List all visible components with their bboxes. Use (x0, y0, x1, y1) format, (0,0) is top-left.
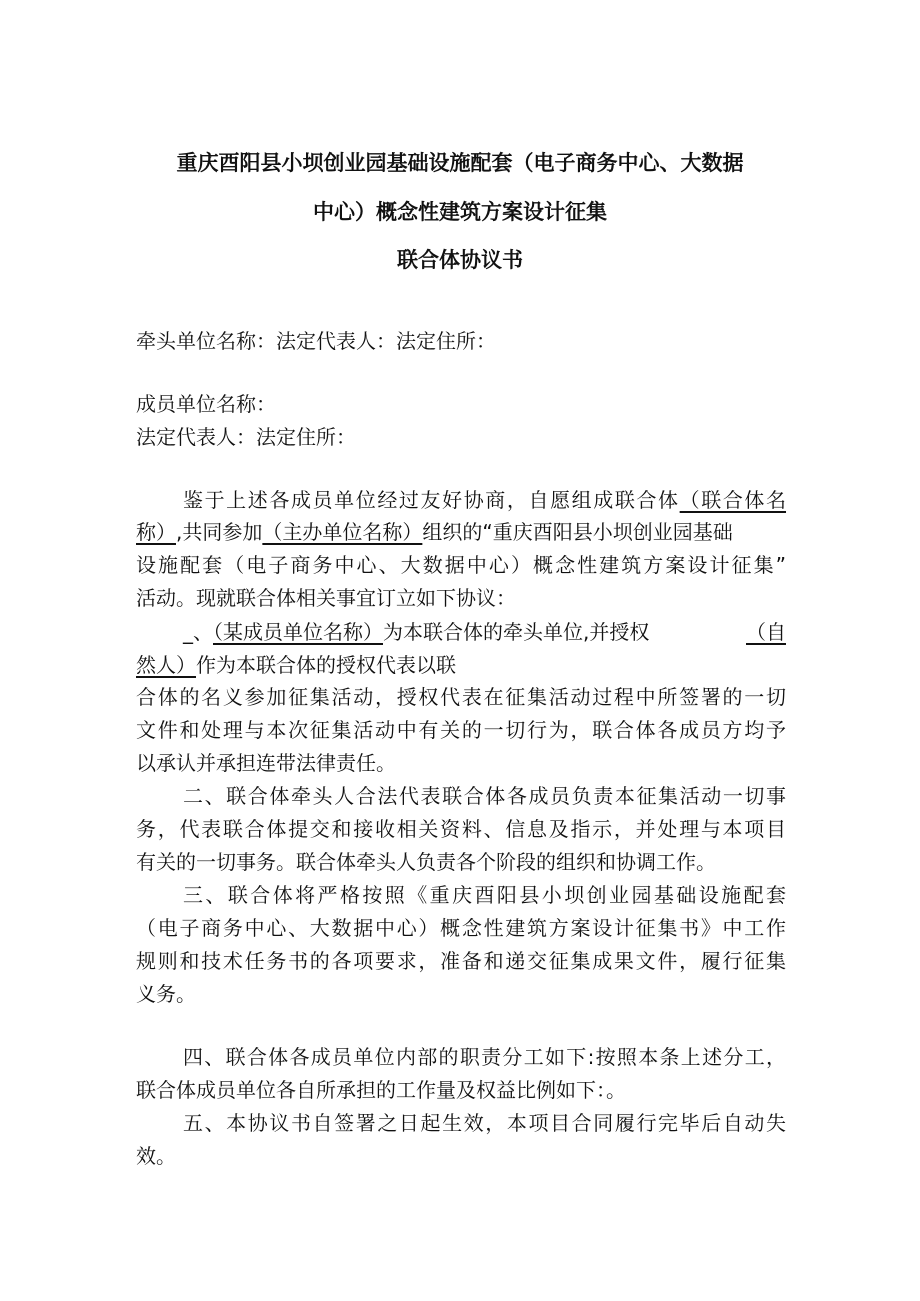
intro-text: 组织的“重庆酉阳县小坝创业园基础 (422, 520, 733, 544)
intro-text: 鉴于上述各成员单位经过友好协商，自愿组成联合体 (183, 488, 680, 512)
clause-2-line-2: 务，代表联合体提交和接收相关资料、信息及指示，并处理与本项目 (136, 817, 786, 841)
clause-1-line-3: 合体的名义参加征集活动，授权代表在征集活动过程中所签署的一切 (136, 685, 786, 709)
clause-3-line-1: 三、联合体将严格按照《重庆酉阳县小坝创业园基础设施配套 (183, 883, 786, 907)
clause-3-line-4: 义务。 (136, 982, 196, 1006)
intro-line-2 (136, 515, 786, 549)
intro-line-1 (183, 483, 786, 517)
lead-unit-field: 牵头单位名称：法定代表人：法定住所： (136, 329, 496, 353)
clause-1-line-5: 以承认并承担连带法律责任。 (136, 751, 396, 775)
clause-4-line-1: 四、联合体各成员单位内部的职责分工如下:按照本条上述分工， (183, 1045, 786, 1069)
clause-1-line-4: 文件和处理与本次征集活动中有关的一切行为，联合体各成员方均予 (136, 718, 786, 742)
natural-person-blank: （自 (746, 620, 786, 644)
natural-person-blank-cont: 然人） (136, 653, 196, 677)
consortium-name-blank-cont: 称） (136, 520, 176, 544)
document-title-line-1: 重庆酉阳县小坝创业园基础设施配套（电子商务中心、大数据 (176, 151, 744, 175)
member-unit-field: 成员单位名称： (136, 392, 276, 416)
clause-2-line-1: 二、联合体牵头人合法代表联合体各成员负责本征集活动一切事 (183, 784, 786, 808)
clause-5-line-1: 五、本协议书自签署之日起生效，本项目合同履行完毕后自动失 (183, 1111, 786, 1135)
clause-1-text: 为本联合体的牵头单位,并授权 (383, 620, 650, 644)
intro-line-3: 设施配套（电子商务中心、大数据中心）概念性建筑方案设计征集” (136, 553, 786, 577)
clause-1-text: 作为本联合体的授权代表以联 (196, 653, 456, 677)
member-representative-field: 法定代表人：法定住所： (136, 425, 356, 449)
organizer-name-blank: （主办单位名称） (262, 520, 423, 544)
clause-1-line-2 (136, 648, 786, 682)
intro-text: ,共同参加 (176, 520, 263, 544)
intro-line-4: 活动。现就联合体相关事宜订立如下协议： (136, 586, 516, 610)
clause-4-line-2: 联合体成员单位各自所承担的工作量及权益比例如下：。 (136, 1078, 626, 1102)
clause-3-line-2: （电子商务中心、大数据中心）概念性建筑方案设计征集书》中工作 (136, 916, 786, 940)
member-unit-name-blank: （某成员单位名称） (213, 620, 383, 644)
clause-3-line-3: 规则和技术任务书的各项要求，准备和递交征集成果文件，履行征集 (136, 949, 786, 973)
clause-2-line-3: 有关的一切事务。联合体牵头人负责各个阶段的组织和协调工作。 (136, 850, 716, 874)
clause-1-number: _、 (183, 620, 213, 644)
document-title-line-2: 中心）概念性建筑方案设计征集 (313, 200, 607, 224)
consortium-name-blank: （联合体名 (679, 488, 787, 512)
clause-5-line-2: 效。 (136, 1144, 176, 1168)
clause-1-line-1 (183, 615, 786, 649)
document-title-line-3: 联合体协议书 (397, 248, 523, 272)
